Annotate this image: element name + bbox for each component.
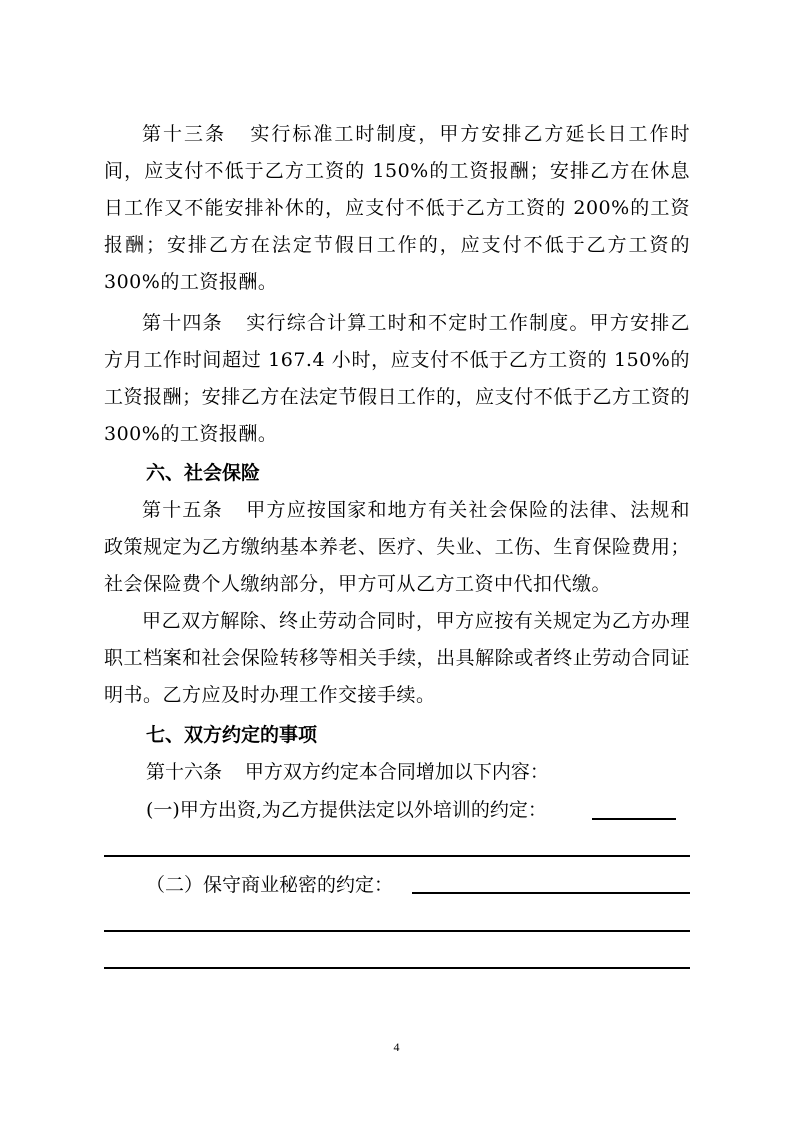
article-16-text: 甲方双方约定本合同增加以下内容： [244,761,549,783]
article-16 [146,754,549,791]
training-fill-line[interactable] [104,855,690,857]
trade-secret-fill-blank[interactable] [412,892,690,894]
article-14-label: 第十四条 [142,312,223,334]
article-16-label: 第十六条 [146,761,223,783]
section-heading-agreed-matters: 七、双方约定的事项 [146,724,318,746]
article-13-label: 第十三条 [142,123,227,145]
item-training-agreement: (一)甲方出资,为乙方提供法定以外培训的约定： [146,799,547,821]
trade-secret-fill-line-2[interactable] [104,967,690,969]
article-14-text: 实行综合计算工时和不定时工作制度。甲方安排乙方月工作时间超过 167.4 小时，应支付不低于乙方工资的 150%的工资报酬；安排乙方在法定节假日工作的，应支付不低于乙方工资的 300%的工资报酬。 [104,312,690,445]
training-fill-blank[interactable] [592,818,676,820]
article-15-termination: 甲乙双方解除、终止劳动合同时，甲方应按有关规定为乙方办理职工档案和社会保险转移等相关手续，出具解除或者终止劳动合同证明书。乙方应及时办理工作交接手续。 [104,610,690,706]
article-14 [104,305,690,453]
article-13 [104,116,690,301]
trade-secret-fill-line-1[interactable] [104,930,690,932]
item-trade-secret-agreement: （二）保守商业秘密的约定： [146,874,394,896]
page-number: 4 [393,1040,400,1054]
article-15-label: 第十五条 [142,499,223,521]
article-15 [104,492,690,603]
article-13-text: 实行标准工时制度，甲方安排乙方延长日工作时间，应支付不低于乙方工资的 150%的工资报酬；安排乙方在休息日工作又不能安排补休的，应支付不低于乙方工资的 200%的工资报酬；安排乙方在法定节假日工作的，应支付不低于乙方工资的 300%的工资报酬。 [104,123,690,293]
article-15-text: 甲方应按国家和地方有关社会保险的法律、法规和政策规定为乙方缴纳基本养老、医疗、失业、工伤、生育保险费用；社会保险费个人缴纳部分，甲方可从乙方工资中代扣代缴。 [104,499,690,595]
section-heading-social-insurance: 六、社会保险 [146,462,261,484]
